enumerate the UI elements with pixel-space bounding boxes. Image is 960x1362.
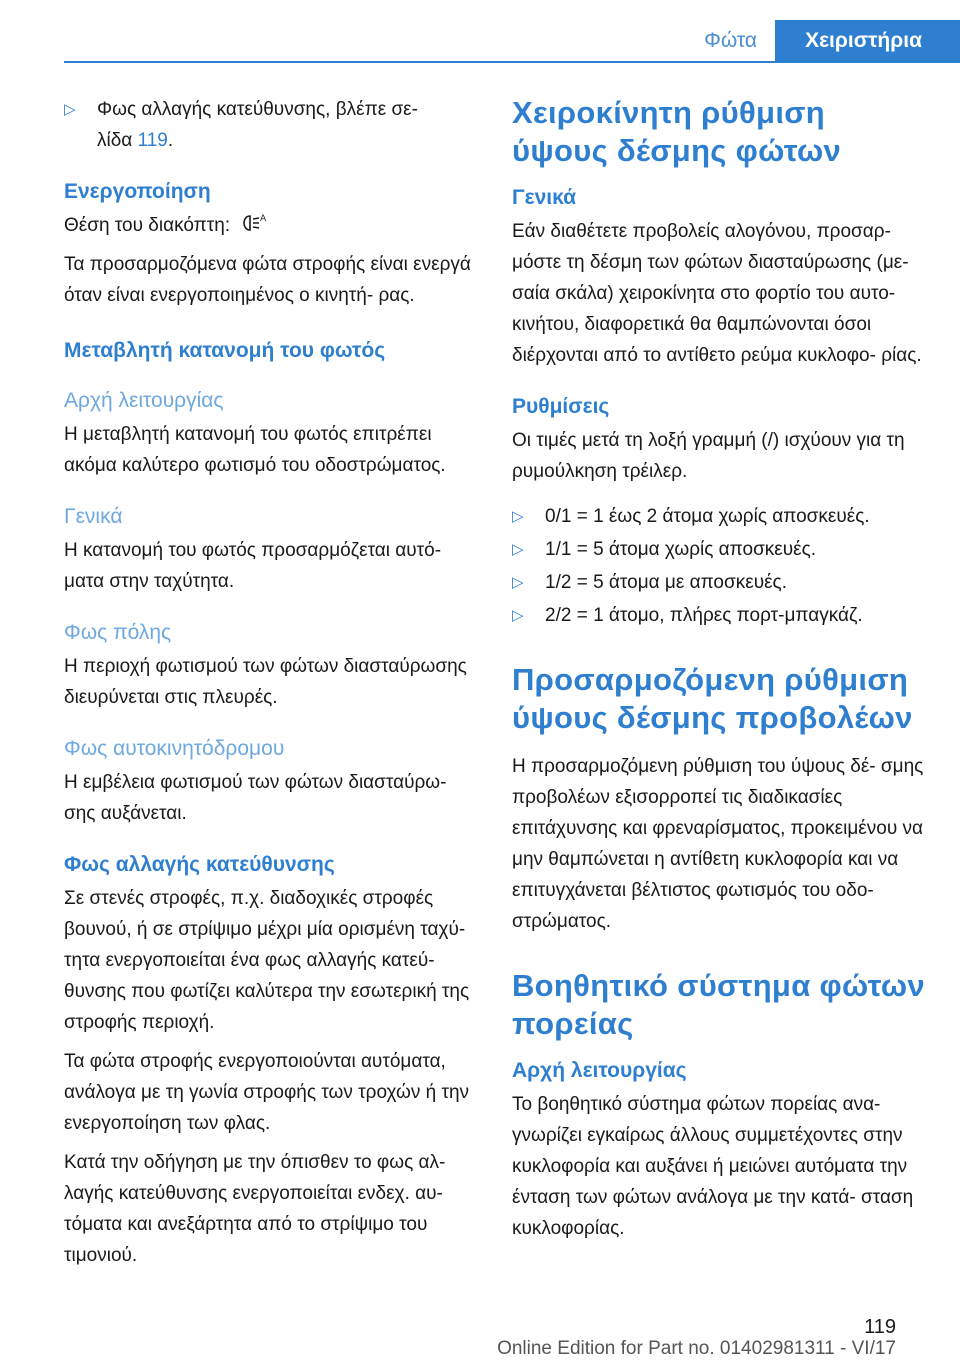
right-column — [512, 94, 928, 1252]
high-beam-assistant-heading: Βοηθητικό σύστημα φώτων πορείας — [512, 968, 925, 1041]
left-column — [64, 94, 480, 1279]
edition-footer: Online Edition for Part no. 01402981311 - VI/17 — [497, 1338, 896, 1359]
svg-text:A: A — [260, 214, 267, 224]
motorway-light-text: Η εμβέλεια φωτισμού των φώτων διασταύρω‐ σης αυξάνεται. — [64, 772, 447, 824]
activation-heading: Ενεργοποίηση — [64, 180, 211, 203]
cornering-text-1: Σε στενές στροφές, π.χ. διαδοχικές στροφές βουνού, ή σε στρίψιμο μέχρι μία ορισμένη ταχύ‐ τητα ενεργοποιείται ένα φως αλλαγής κατεύ‐ θυνσης που φωτίζει καλύτερα την εσωτερική της στροφής περιοχή. — [64, 888, 470, 1033]
general-heading: Γενικά — [64, 505, 123, 528]
page-link[interactable]: 119 — [137, 130, 168, 151]
list-item: ▷ 1/2 = 5 άτομα με αποσκευές. — [512, 567, 928, 598]
header-rule — [64, 61, 960, 63]
principle-text: Η μεταβλητή κατανομή του φωτός επιτρέπει ακόμα καλύτερο φωτισμό του οδοστρώματος. — [64, 424, 446, 476]
variable-heading: Μεταβλητή κατανομή του φωτός — [64, 339, 386, 362]
settings-heading: Ρυθμίσεις — [512, 395, 610, 418]
cornering-text-2: Τα φώτα στροφής ενεργοποιούνται αυτόματα, ανάλογα με τη γωνία στροφής των τροχών ή την ενεργοποίηση των φλας. — [64, 1051, 470, 1134]
triangle-bullet-icon: ▷ — [512, 541, 524, 558]
list-item: ▷ Φως αλλαγής κατεύθυνσης, βλέπε σε‐ λίδα 119. — [64, 94, 480, 156]
manual-adjustment-heading: Χειροκίνητη ρύθμιση ύψους δέσμης φώτων — [512, 95, 842, 168]
general-text-right: Εάν διαθέτετε προβολείς αλογόνου, προσαρ‐ μόστε τη δέσμη των φώτων διασταύρωσης (με‐ σαία σκάλα) χειροκίνητα στο φορτίο του αυτο‐ κινήτου, διαφορετικά θα θαμπώνονται όσοι διέρχονται από το αντίθετο ρεύμα κυκλοφο‐ ρίας. — [512, 221, 922, 366]
adaptive-adjustment-heading: Προσαρμοζόμενη ρύθμιση ύψους δέσμης προβολέων — [512, 662, 913, 735]
page-number: 119 — [864, 1316, 896, 1338]
motorway-light-heading: Φως αυτοκινητόδρομου — [64, 737, 285, 760]
activation-text: Τα προσαρμοζόμενα φώτα στροφής είναι ενεργά όταν είναι ενεργοποιημένος ο κινητή‐ ρας. — [64, 254, 471, 306]
section-tab: Φώτα — [686, 20, 775, 62]
triangle-bullet-icon: ▷ — [64, 101, 76, 118]
general-heading-right: Γενικά — [512, 186, 577, 209]
principle-heading: Αρχή λειτουργίας — [64, 389, 224, 412]
triangle-bullet-icon: ▷ — [512, 508, 524, 525]
list-item: ▷ 0/1 = 1 έως 2 άτομα χωρίς αποσκευές. — [512, 501, 928, 532]
settings-text: Οι τιμές μετά τη λοξή γραμμή (/) ισχύουν για τη ρυμούλκηση τρέιλερ. — [512, 430, 905, 482]
list-item: ▷ 2/2 = 1 άτομο, πλήρες πορτ-μπαγκάζ. — [512, 600, 928, 631]
header-tabs — [686, 20, 960, 62]
switch-position: Θέση του διακόπτη: A — [64, 210, 480, 241]
triangle-bullet-icon: ▷ — [512, 574, 524, 591]
headlight-switch-icon — [241, 212, 269, 234]
cornering-light-heading: Φως αλλαγής κατεύθυνσης — [64, 853, 335, 876]
city-light-heading: Φως πόλης — [64, 621, 172, 644]
general-text: Η κατανομή του φωτός προσαρμόζεται αυτό‐ ματα στην ταχύτητα. — [64, 540, 442, 592]
list-item: ▷ 1/1 = 5 άτομα χωρίς αποσκευές. — [512, 534, 928, 565]
triangle-bullet-icon: ▷ — [512, 607, 524, 624]
assist-text: Το βοηθητικό σύστημα φώτων πορείας ανα‐ γνωρίζει εγκαίρως άλλους συμμετέχοντες στην κυκλοφορία και αυξάνει ή μειώνει αυτόματα την ένταση των φώτων ανάλογα με την κατά‐ σταση κυκλοφορίας. — [512, 1094, 914, 1239]
bullet-text: Φως αλλαγής κατεύθυνσης, βλέπε σε‐ λίδα — [97, 99, 418, 151]
assist-principle-heading: Αρχή λειτουργίας — [512, 1059, 687, 1082]
city-light-text: Η περιοχή φωτισμού των φώτων διασταύρωσης διευρύνεται στις πλευρές. — [64, 656, 467, 708]
cornering-text-3: Κατά την οδήγηση με την όπισθεν το φως αλ‐ λαγής κατεύθυνσης ενεργοποιείται ενδεχ. αυ‐ τόματα και ανεξάρτητα από το στρίψιμο του τιμονιού. — [64, 1152, 446, 1266]
chapter-tab: Χειριστήρια — [775, 20, 960, 62]
adaptive-text: Η προσαρμοζόμενη ρύθμιση του ύψους δέ‐ σμης προβολέων εξισορροπεί τις διαδικασίες επιτάχυνσης και φρεναρίσματος, προκειμένου να μην θαμπώνεται η αντίθετη κυκλοφορία και να επιτυγχάνεται βέλτιστος φωτισμός του οδο‐ στρώματος. — [512, 756, 924, 932]
